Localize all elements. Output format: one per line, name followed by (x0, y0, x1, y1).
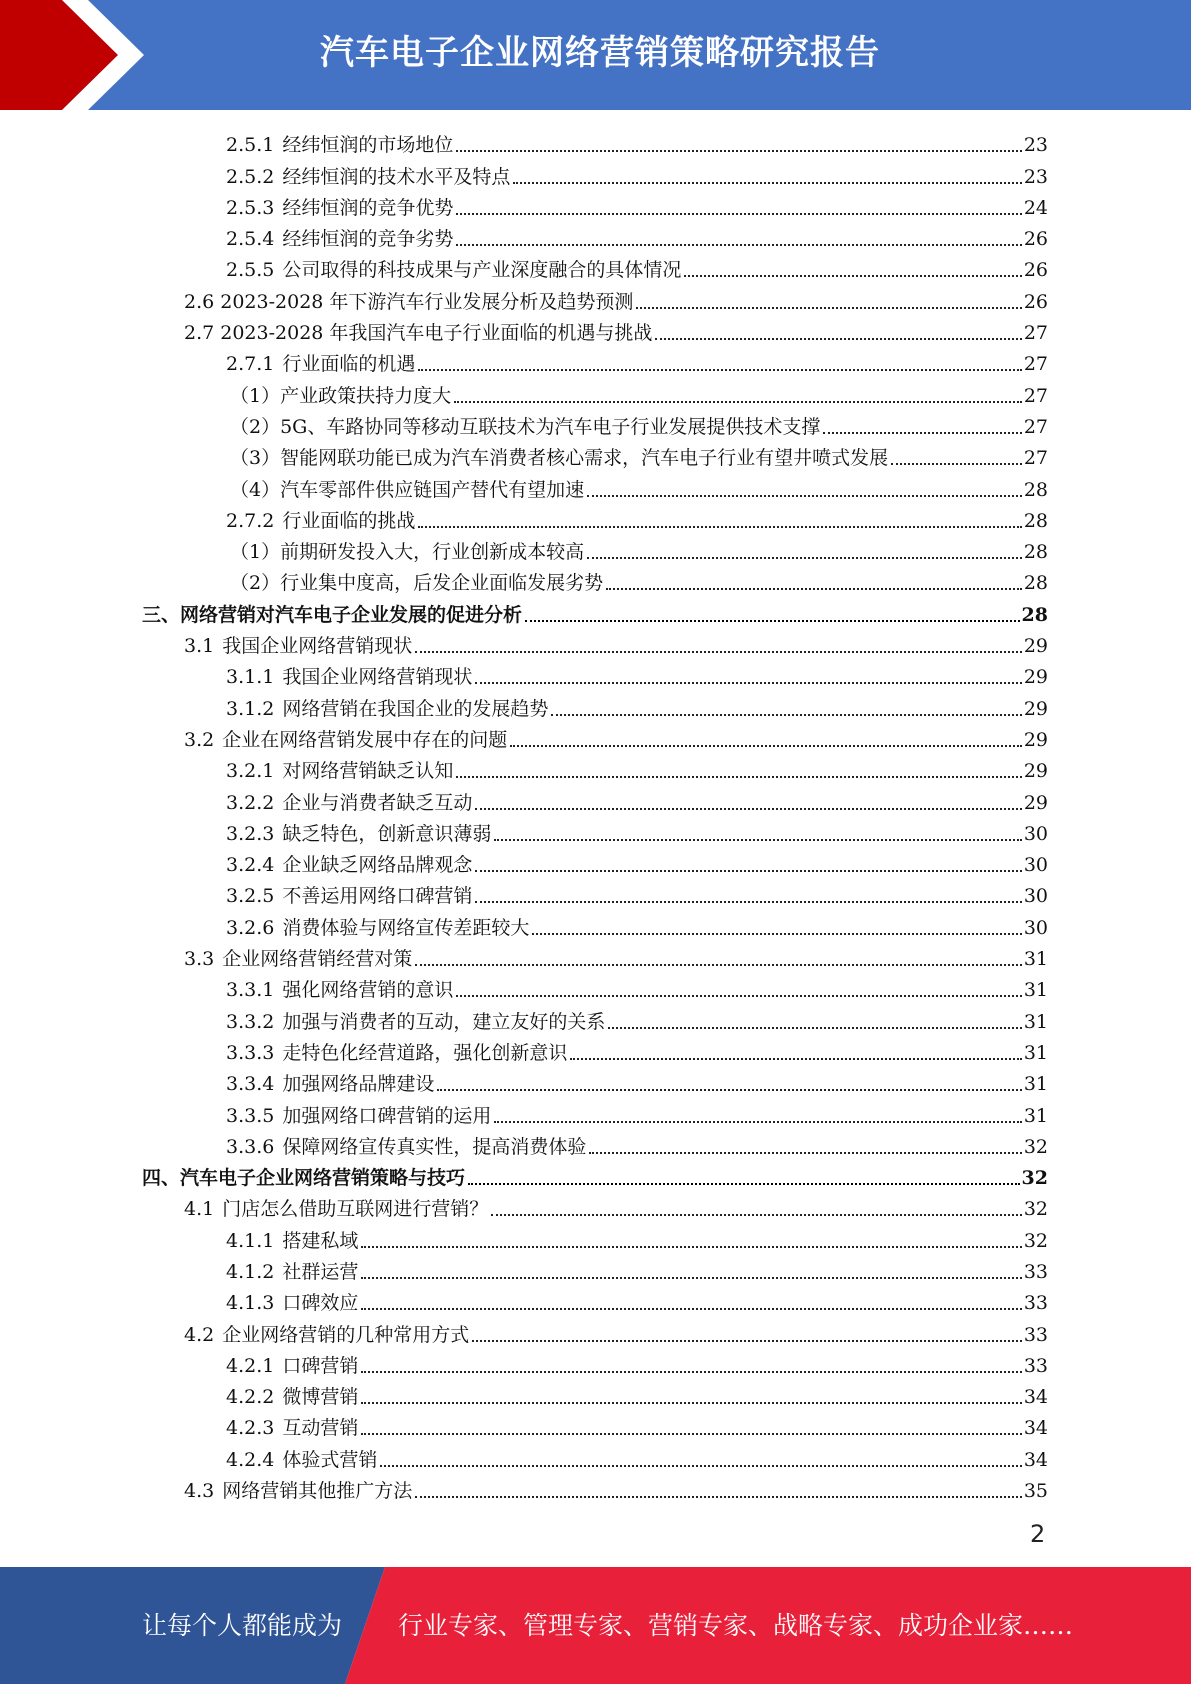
toc-entry-page: 30 (1023, 854, 1048, 877)
toc-entry-title (226, 1260, 358, 1284)
toc-dot-leader (380, 1465, 1021, 1467)
toc-dot-leader (456, 213, 1021, 215)
toc-entry[interactable] (142, 1409, 1048, 1440)
toc-entry-title (142, 1166, 465, 1190)
toc-dot-leader (361, 1246, 1021, 1248)
toc-entry-text: 2.6 2023-2028 年下游汽车行业发展分析及趋势预测 (184, 290, 634, 313)
toc-dot-leader (494, 839, 1021, 841)
toc-entry-number: 4.2 (184, 1323, 215, 1346)
toc-entry-text: 网络营销在我国企业的发展趋势 (282, 697, 549, 720)
toc-entry-title (184, 290, 633, 314)
toc-entry-page: 29 (1023, 666, 1048, 689)
toc-entry-title (184, 634, 412, 658)
toc-entry-number: 2.5.4 (226, 228, 275, 251)
toc-dot-leader (361, 1277, 1021, 1279)
toc-entry[interactable] (142, 1253, 1048, 1284)
table-of-contents (142, 126, 1048, 1503)
toc-dot-leader (589, 1152, 1021, 1154)
toc-entry-title (226, 884, 472, 908)
toc-entry-text: 经纬恒润的市场地位 (282, 134, 454, 157)
toc-entry-page: 27 (1023, 322, 1048, 345)
toc-entry[interactable] (142, 1065, 1048, 1096)
toc-entry-title (226, 853, 472, 877)
toc-entry-page: 29 (1023, 760, 1048, 783)
toc-dot-leader (475, 870, 1021, 872)
toc-entry[interactable] (142, 595, 1048, 626)
toc-entry-page: 31 (1023, 1041, 1048, 1064)
toc-entry-text: 加强网络口碑营销的运用 (282, 1104, 492, 1127)
toc-entry-text: 互动营销 (282, 1417, 359, 1440)
page-header (0, 0, 1191, 110)
toc-dot-leader (491, 1214, 1022, 1216)
footer-roles: 行业专家、管理专家、营销专家、战略专家、成功企业家…… (398, 1611, 1074, 1640)
toc-entry[interactable] (142, 1002, 1048, 1033)
toc-entry-text: （1）产业政策扶持力度大 (230, 384, 452, 407)
toc-dot-leader (475, 808, 1021, 810)
toc-entry-page: 28 (1023, 509, 1048, 532)
toc-entry-text: 行业面临的机遇 (282, 353, 416, 376)
toc-entry-page: 34 (1023, 1386, 1048, 1409)
document-title: 汽车电子企业网络营销策略研究报告 (320, 33, 880, 73)
toc-entry-title (230, 384, 451, 408)
toc-dot-leader (510, 745, 1022, 747)
toc-entry-title (230, 571, 603, 595)
toc-entry[interactable] (142, 908, 1048, 939)
toc-entry-title (184, 321, 652, 345)
toc-entry-number: 3.2.6 (226, 916, 275, 939)
toc-entry-title (226, 196, 453, 220)
toc-entry-text: 口碑效应 (282, 1292, 359, 1315)
toc-entry-title (226, 697, 548, 721)
toc-entry[interactable] (142, 314, 1048, 345)
toc-entry-title (226, 509, 415, 533)
toc-dot-leader (456, 244, 1021, 246)
toc-entry-text: 社群运营 (282, 1260, 359, 1283)
page-footer (0, 1567, 1191, 1684)
toc-entry-page: 29 (1023, 728, 1048, 751)
toc-dot-leader (608, 1027, 1021, 1029)
toc-entry-page: 32 (1023, 1135, 1048, 1158)
toc-entry[interactable] (142, 627, 1048, 658)
toc-entry-page: 32 (1023, 1229, 1048, 1252)
toc-entry-title (226, 1291, 358, 1315)
toc-dot-leader (823, 432, 1021, 434)
toc-entry-page: 30 (1023, 822, 1048, 845)
toc-entry-title (184, 1323, 469, 1347)
toc-entry-title (230, 478, 584, 502)
toc-entry[interactable] (142, 564, 1048, 595)
toc-entry[interactable] (142, 126, 1048, 157)
toc-dot-leader (525, 620, 1020, 622)
toc-entry-page: 26 (1023, 290, 1048, 313)
toc-dot-leader (551, 714, 1021, 716)
toc-entry-title (226, 916, 529, 940)
toc-dot-leader (437, 1089, 1021, 1091)
toc-entry-page: 27 (1023, 447, 1048, 470)
toc-entry-number: 2.7.2 (226, 509, 275, 532)
toc-entry-text: 行业面临的挑战 (282, 509, 416, 532)
toc-entry-title (226, 1385, 358, 1409)
toc-entry-number: 4.1.3 (226, 1292, 275, 1315)
toc-entry-text: （1）前期研发投入大，行业创新成本较高 (230, 541, 585, 564)
toc-entry-page: 28 (1023, 541, 1048, 564)
toc-entry-title (226, 165, 510, 189)
toc-entry-text: 经纬恒润的技术水平及特点 (282, 165, 511, 188)
toc-entry-text: 加强网络品牌建设 (282, 1073, 435, 1096)
toc-entry-page: 31 (1023, 948, 1048, 971)
toc-entry-number: 3.2.3 (226, 822, 275, 845)
toc-entry[interactable] (142, 1378, 1048, 1409)
toc-dot-leader (475, 901, 1021, 903)
toc-entry[interactable] (142, 1221, 1048, 1252)
toc-entry-page: 32 (1021, 1167, 1048, 1190)
toc-entry-number: 2.5.5 (226, 259, 275, 282)
toc-dot-leader (361, 1402, 1021, 1404)
toc-entry[interactable] (142, 1472, 1048, 1503)
toc-entry-page: 26 (1023, 228, 1048, 251)
toc-entry-number: 4.2.3 (226, 1417, 275, 1440)
toc-dot-leader (456, 150, 1021, 152)
toc-entry[interactable] (142, 971, 1048, 1002)
toc-entry-page: 29 (1023, 635, 1048, 658)
toc-entry-page: 35 (1023, 1480, 1048, 1503)
toc-entry-number: 2.7.1 (226, 353, 275, 376)
toc-entry-page: 23 (1023, 134, 1048, 157)
toc-entry[interactable] (142, 408, 1048, 439)
toc-entry-title (226, 1416, 358, 1440)
toc-dot-leader (606, 588, 1022, 590)
toc-entry-number: 3.3.3 (226, 1041, 275, 1064)
toc-dot-leader (475, 682, 1021, 684)
toc-entry-number: 3.3.5 (226, 1104, 275, 1127)
toc-entry-number: 2.5.2 (226, 165, 275, 188)
toc-entry-number: 3.1 (184, 635, 215, 658)
toc-entry-title (226, 227, 453, 251)
toc-entry[interactable] (142, 846, 1048, 877)
toc-entry[interactable] (142, 376, 1048, 407)
toc-entry[interactable] (142, 1190, 1048, 1221)
toc-dot-leader (415, 651, 1022, 653)
toc-entry-number: 4.1 (184, 1198, 215, 1221)
toc-entry-page: 27 (1023, 415, 1048, 438)
toc-entry[interactable] (142, 502, 1048, 533)
toc-entry-title (184, 1197, 488, 1221)
toc-entry-title (230, 446, 888, 470)
toc-entry-title (226, 352, 415, 376)
toc-entry[interactable] (142, 658, 1048, 689)
toc-entry-text: 消费体验与网络宣传差距较大 (282, 916, 530, 939)
toc-entry-number: 4.2.4 (226, 1448, 275, 1471)
toc-dot-leader (361, 1308, 1021, 1310)
toc-entry[interactable] (142, 189, 1048, 220)
toc-entry-page: 31 (1023, 1010, 1048, 1033)
toc-entry[interactable] (142, 282, 1048, 313)
toc-entry[interactable] (142, 1347, 1048, 1378)
toc-entry-title (226, 1072, 434, 1096)
toc-entry-text: 企业缺乏网络品牌观念 (282, 854, 473, 877)
toc-dot-leader (636, 307, 1021, 309)
toc-entry[interactable] (142, 1315, 1048, 1346)
toc-entry-title (226, 978, 453, 1002)
toc-entry-page: 32 (1023, 1198, 1048, 1221)
toc-entry-text: 搭建私域 (282, 1229, 359, 1252)
toc-entry-page: 34 (1023, 1417, 1048, 1440)
toc-entry-title (226, 759, 453, 783)
toc-entry-text: 2.7 2023-2028 年我国汽车电子行业面临的机遇与挑战 (184, 322, 653, 345)
toc-entry-page: 33 (1023, 1323, 1048, 1346)
toc-entry-text: 不善运用网络口碑营销 (282, 885, 473, 908)
toc-entry[interactable] (142, 470, 1048, 501)
toc-entry-text: 企业在网络营销发展中存在的问题 (222, 728, 508, 751)
toc-entry-text: 企业与消费者缺乏互动 (282, 791, 473, 814)
toc-dot-leader (454, 401, 1022, 403)
toc-entry-title (226, 1229, 358, 1253)
toc-entry-number: 2.5.1 (226, 134, 275, 157)
toc-entry-number: 4.3 (184, 1480, 215, 1503)
toc-entry-title (226, 1354, 358, 1378)
toc-entry-text: 门店怎么借助互联网进行营销？ (222, 1198, 489, 1221)
toc-dot-leader (684, 275, 1021, 277)
toc-dot-leader (456, 776, 1021, 778)
footer-slogan: 让每个人都能成为 (142, 1611, 343, 1640)
toc-entry-title (226, 133, 453, 157)
toc-entry-text: 经纬恒润的竞争优势 (282, 196, 454, 219)
toc-entry[interactable] (142, 815, 1048, 846)
toc-entry-text: 公司取得的科技成果与产业深度融合的具体情况 (282, 259, 682, 282)
toc-entry[interactable] (142, 783, 1048, 814)
toc-entry-page: 28 (1021, 603, 1048, 626)
toc-dot-leader (418, 526, 1021, 528)
toc-entry-number: 4.2.2 (226, 1386, 275, 1409)
toc-entry-title (226, 665, 472, 689)
header-chevron-decoration (0, 0, 160, 110)
toc-dot-leader (587, 495, 1022, 497)
toc-dot-leader (513, 182, 1021, 184)
toc-entry-number: 4.1.1 (226, 1229, 275, 1252)
toc-entry-text: 加强与消费者的互动，建立友好的关系 (282, 1010, 606, 1033)
toc-entry[interactable] (142, 752, 1048, 783)
toc-entry-text: 四、汽车电子企业网络营销策略与技巧 (142, 1167, 466, 1190)
toc-entry-page: 34 (1023, 1448, 1048, 1471)
toc-entry-number: 3.3.4 (226, 1073, 275, 1096)
toc-entry[interactable] (142, 251, 1048, 282)
toc-entry-number: 3.2.1 (226, 760, 275, 783)
toc-entry[interactable] (142, 157, 1048, 188)
toc-entry-text: （4）汽车零部件供应链国产替代有望加速 (230, 478, 585, 501)
toc-dot-leader (587, 557, 1022, 559)
toc-entry-text: 体验式营销 (282, 1448, 378, 1471)
toc-entry-number: 3.2 (184, 728, 215, 751)
toc-entry-page: 30 (1023, 885, 1048, 908)
toc-entry-text: 我国企业网络营销现状 (282, 666, 473, 689)
toc-entry-text: 网络营销其他推广方法 (222, 1480, 413, 1503)
toc-entry[interactable] (142, 1440, 1048, 1471)
toc-entry-text: 经纬恒润的竞争劣势 (282, 228, 454, 251)
toc-entry-title (226, 822, 491, 846)
toc-entry-number: 2.5.3 (226, 196, 275, 219)
toc-entry-number: 3.3.1 (226, 979, 275, 1002)
toc-entry[interactable] (142, 721, 1048, 752)
toc-entry-number: 3.3.6 (226, 1135, 275, 1158)
toc-entry-page: 31 (1023, 979, 1048, 1002)
toc-entry-page: 33 (1023, 1292, 1048, 1315)
toc-entry-text: 企业网络营销经营对策 (222, 948, 413, 971)
toc-entry-title (226, 258, 681, 282)
toc-entry-text: 对网络营销缺乏认知 (282, 760, 454, 783)
toc-entry-text: （2）5G、车路协同等移动互联技术为汽车电子行业发展提供技术支撑 (230, 415, 821, 438)
toc-entry[interactable] (142, 533, 1048, 564)
toc-entry-text: 保障网络宣传真实性，提高消费体验 (282, 1135, 587, 1158)
toc-dot-leader (468, 1183, 1020, 1185)
toc-entry-page: 27 (1023, 384, 1048, 407)
toc-entry-page: 24 (1023, 196, 1048, 219)
toc-entry-number: 3.1.1 (226, 666, 275, 689)
toc-dot-leader (456, 995, 1021, 997)
toc-entry-title (184, 728, 507, 752)
toc-dot-leader (494, 1121, 1021, 1123)
toc-dot-leader (361, 1433, 1021, 1435)
toc-dot-leader (472, 1340, 1022, 1342)
toc-entry-page: 33 (1023, 1260, 1048, 1283)
toc-entry[interactable] (142, 1096, 1048, 1127)
toc-entry-text: 强化网络营销的意识 (282, 979, 454, 1002)
toc-entry-page: 31 (1023, 1073, 1048, 1096)
toc-entry[interactable] (142, 439, 1048, 470)
toc-entry-title (226, 1010, 605, 1034)
toc-dot-leader (570, 1058, 1021, 1060)
toc-entry-page: 27 (1023, 353, 1048, 376)
toc-entry-text: 三、网络营销对汽车电子企业发展的促进分析 (142, 603, 523, 626)
toc-entry-title (230, 415, 820, 439)
toc-entry-page: 30 (1023, 916, 1048, 939)
toc-entry-text: 口碑营销 (282, 1354, 359, 1377)
toc-entry-page: 31 (1023, 1104, 1048, 1127)
toc-entry-text: 微博营销 (282, 1386, 359, 1409)
toc-entry[interactable] (142, 940, 1048, 971)
toc-entry-number: 3.2.2 (226, 791, 275, 814)
toc-entry-title (226, 791, 472, 815)
toc-entry-page: 28 (1023, 478, 1048, 501)
toc-entry-text: 走特色化经营道路，强化创新意识 (282, 1041, 568, 1064)
toc-entry[interactable] (142, 689, 1048, 720)
toc-entry[interactable] (142, 220, 1048, 251)
toc-dot-leader (532, 933, 1021, 935)
toc-entry-title (226, 1448, 377, 1472)
toc-entry-number: 3.3 (184, 948, 215, 971)
toc-dot-leader (361, 1371, 1021, 1373)
toc-entry[interactable] (142, 1128, 1048, 1159)
toc-entry-title (184, 1479, 412, 1503)
toc-entry-number: 4.2.1 (226, 1354, 275, 1377)
toc-dot-leader (415, 964, 1022, 966)
toc-dot-leader (891, 463, 1022, 465)
toc-entry-number: 3.2.5 (226, 885, 275, 908)
toc-dot-leader (415, 1496, 1022, 1498)
toc-entry-number: 4.1.2 (226, 1260, 275, 1283)
toc-entry[interactable] (142, 1284, 1048, 1315)
toc-entry-page: 29 (1023, 791, 1048, 814)
toc-entry-title (226, 1104, 491, 1128)
toc-entry-title (142, 603, 522, 627)
toc-entry-number: 3.3.2 (226, 1010, 275, 1033)
toc-entry-page: 26 (1023, 259, 1048, 282)
toc-entry[interactable] (142, 345, 1048, 376)
toc-entry-page: 28 (1023, 572, 1048, 595)
toc-entry-number: 3.1.2 (226, 697, 275, 720)
toc-entry[interactable] (142, 877, 1048, 908)
toc-dot-leader (418, 369, 1021, 371)
toc-entry[interactable] (142, 1159, 1048, 1190)
toc-entry-page: 23 (1023, 165, 1048, 188)
toc-dot-leader (655, 338, 1021, 340)
toc-entry-text: 企业网络营销的几种常用方式 (222, 1323, 470, 1346)
toc-entry-page: 33 (1023, 1354, 1048, 1377)
toc-entry-title (184, 947, 412, 971)
page-number: 2 (1030, 1520, 1046, 1548)
toc-entry-title (226, 1135, 586, 1159)
toc-entry-text: 缺乏特色，创新意识薄弱 (282, 822, 492, 845)
toc-entry-text: （3）智能网联功能已成为汽车消费者核心需求，汽车电子行业有望井喷式发展 (230, 447, 889, 470)
toc-entry-page: 29 (1023, 697, 1048, 720)
toc-entry-title (230, 540, 584, 564)
toc-entry-text: 我国企业网络营销现状 (222, 635, 413, 658)
toc-entry-title (226, 1041, 567, 1065)
toc-entry[interactable] (142, 1034, 1048, 1065)
toc-entry-text: （2）行业集中度高，后发企业面临发展劣势 (230, 572, 604, 595)
toc-entry-number: 3.2.4 (226, 854, 275, 877)
